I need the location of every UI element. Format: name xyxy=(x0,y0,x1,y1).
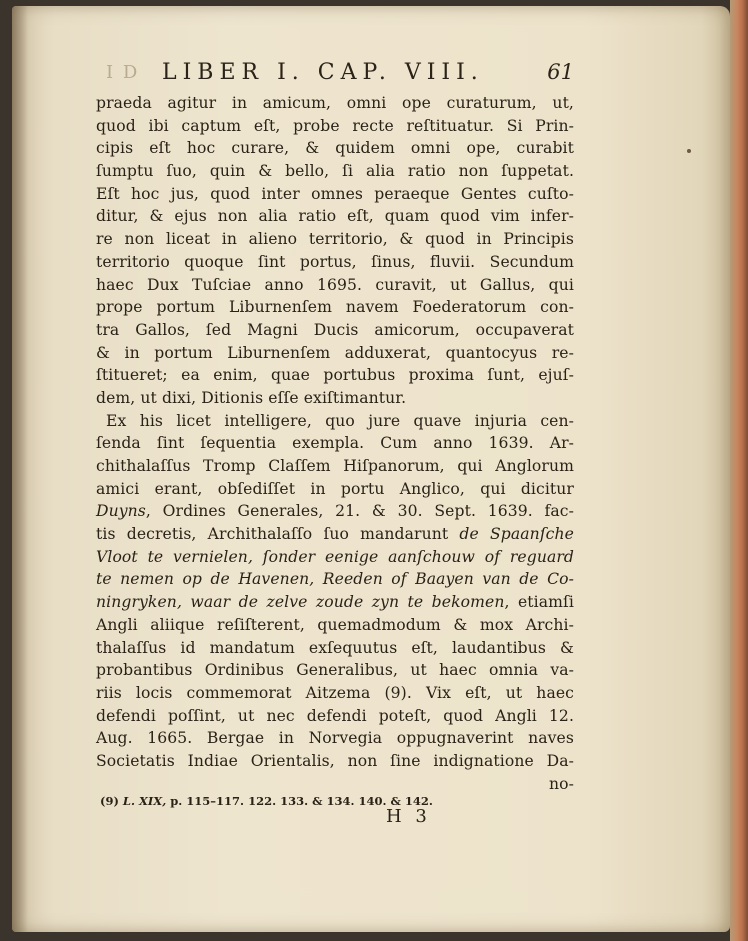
text-line: re non liceat in alieno territorio, & quod in Principis xyxy=(96,230,574,249)
text-line: amici erant, obſediſſet in portu Anglico, qui dicitur xyxy=(96,479,574,498)
text-line: no- xyxy=(548,774,574,793)
footnote-reference: L. XIX, xyxy=(122,794,167,808)
text-line: praeda agitur in amicum, omni ope curaturum, ut, xyxy=(96,94,574,112)
text-line: Eſt hoc jus, quod inter omnes peraeque Gentes cuſto- xyxy=(96,184,574,203)
text-line: Ex his licet intelligere, quo jure quave injuria cen- xyxy=(106,411,574,430)
text-line: dem, ut dixi, Ditionis eſſe exiſtimantur. xyxy=(96,388,407,407)
ink-speck xyxy=(687,149,691,153)
footnote xyxy=(100,794,520,808)
text-segment: tis decretis, Archithalaſſo ſuo mandarunt xyxy=(96,525,460,544)
italic-phrase: te nemen op de Havenen, Reeden of Baayen van de Co- xyxy=(96,570,574,589)
footnote-marker: (9) xyxy=(100,794,119,808)
text-segment: , Ordines Generales, 21. & 30. Sept. 1639. fac- xyxy=(145,502,574,521)
text-segment: , etiamſi xyxy=(504,593,575,612)
text-line xyxy=(96,546,574,569)
italic-phrase: ningryken, waar de zelve zoude zyn te bekomen xyxy=(96,593,505,612)
text-line: & in portum Liburnenſem adduxerat, quantocyus re- xyxy=(96,343,574,362)
page-gutter-shadow xyxy=(12,6,28,932)
text-line xyxy=(96,500,574,523)
signature-mark: H 3 xyxy=(386,806,431,827)
text-line: Aug. 1665. Bergae in Norvegia oppugnaverint naves xyxy=(96,729,574,748)
text-line: ditur, & ejus non alia ratio eſt, quam quod vim infer- xyxy=(96,207,574,226)
page-edge xyxy=(730,0,748,941)
italic-phrase: Vloot te vernielen, ſonder eenige aanſchouw of reguard xyxy=(96,547,574,566)
running-header xyxy=(96,58,574,88)
text-line: ſumptu ſuo, quin & bello, ſi alia ratio non ſuppetat. xyxy=(96,162,574,181)
text-line: Societatis Indiae Orientalis, non ſine indignatione Da- xyxy=(96,751,574,770)
text-line: Angli aliique reſiſterent, quemadmodum & mox Archi- xyxy=(96,615,574,634)
show-through-text: I D xyxy=(106,62,140,83)
italic-phrase: de Spaanſche xyxy=(459,525,574,544)
text-line: thalaſſus id mandatum exſequutus eſt, laudantibus & xyxy=(96,638,574,657)
text-line: tra Gallos, ſed Magni Ducis amicorum, occupaverat xyxy=(96,320,574,339)
text-line: territorio quoque ſint portus, ſinus, fluvii. Secundum xyxy=(96,252,574,271)
text-line xyxy=(96,568,574,591)
footnote-pages: p. 115–117. 122. 133. & 134. 140. & 142. xyxy=(170,794,433,808)
text-line: prope portum Liburnenſem navem Foederatorum con- xyxy=(96,298,574,317)
text-line: probantibus Ordinibus Generalibus, ut haec omnia va- xyxy=(96,661,574,680)
text-line: defendi poſſint, ut nec defendi poteſt, quod Angli 12. xyxy=(96,706,574,725)
text-line: ſtitueret; ea enim, quae portubus proxima ſunt, ejuſ- xyxy=(96,366,574,385)
running-head-title: LIBER I. CAP. VIII. xyxy=(162,60,484,85)
italic-phrase: Duyns xyxy=(96,502,146,521)
text-line: cipis eſt hoc curare, & quidem omni ope, curabit xyxy=(96,139,574,158)
page-number: 61 xyxy=(547,60,574,84)
text-line: chithalaſſus Tromp Claſſem Hiſpanorum, qui Anglorum xyxy=(96,457,574,475)
text-line: ſenda ſint ſequentia exempla. Cum anno 1639. Ar- xyxy=(96,434,574,453)
text-line: haec Dux Tuſciae anno 1695. curavit, ut Gallus, qui xyxy=(96,275,574,294)
body-text xyxy=(96,92,574,795)
text-line: quod ibi captum eſt, probe recte reſtituatur. Si Prin- xyxy=(96,116,574,135)
text-line xyxy=(96,523,574,546)
text-line: riis locis commemorat Aitzema (9). Vix eſt, ut haec xyxy=(96,683,574,702)
text-line xyxy=(96,591,574,614)
